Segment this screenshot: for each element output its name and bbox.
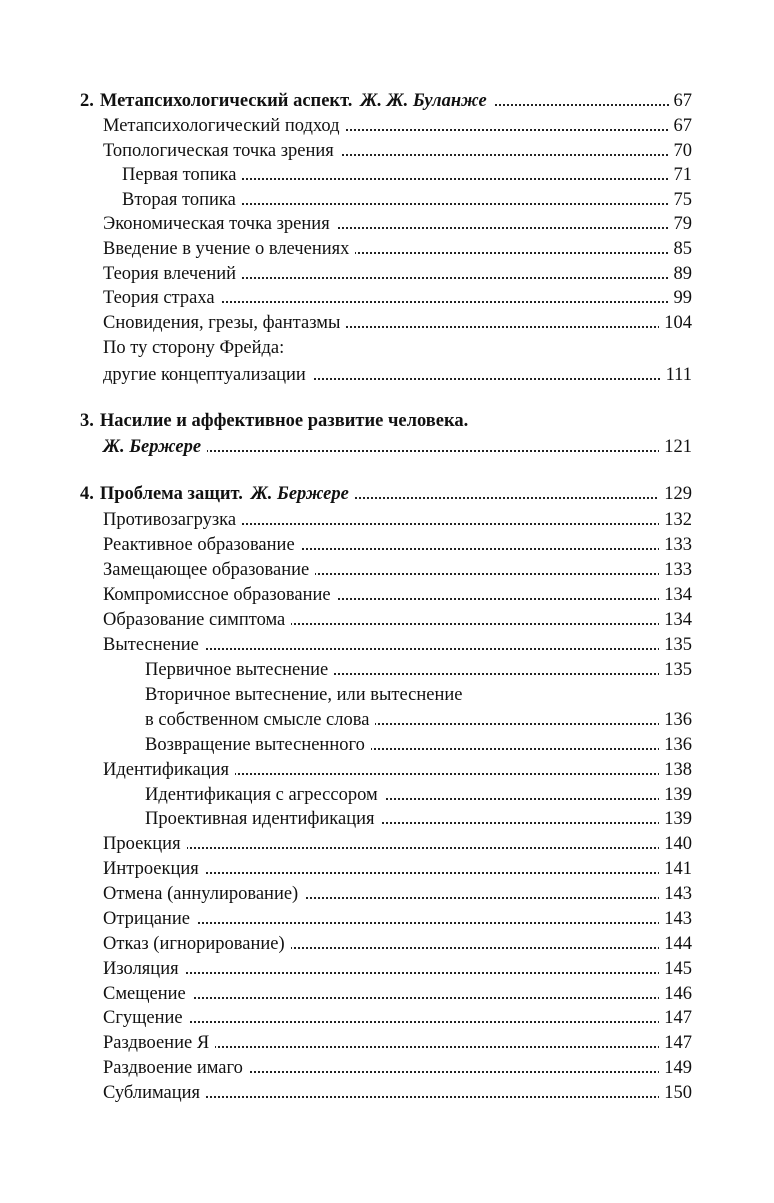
dot-leader xyxy=(103,847,692,849)
toc-entry-title xyxy=(103,1005,189,1031)
section-title: Вторая топика xyxy=(122,190,236,210)
toc-entry xyxy=(0,632,774,658)
section-title: Теория влечений xyxy=(103,264,237,284)
page-number: 146 xyxy=(659,981,692,1007)
toc-entry-title xyxy=(103,757,235,783)
toc-entry xyxy=(0,187,774,213)
toc-entry-title xyxy=(103,310,346,336)
toc-entry xyxy=(0,582,774,608)
section-title: По ту сторону Фрейда: xyxy=(103,338,285,358)
toc-entry-title xyxy=(103,1030,215,1056)
section-title: Раздвоение имаго xyxy=(103,1058,243,1078)
page-number: 143 xyxy=(659,881,692,907)
section-title: Смещение xyxy=(103,984,186,1004)
toc-entry-title xyxy=(103,261,242,287)
toc-entry xyxy=(0,1005,774,1031)
toc-chapter-entry xyxy=(0,481,774,507)
section-title: Противозагрузка xyxy=(103,510,237,530)
page-number: 134 xyxy=(659,607,692,633)
section-title: Экономическая точка зрения xyxy=(103,214,330,234)
toc-entry-title xyxy=(103,856,205,882)
section-title: Сублимация xyxy=(103,1083,201,1103)
toc-entry-title xyxy=(103,285,221,311)
page-number: 147 xyxy=(659,1030,692,1056)
page-number: 149 xyxy=(659,1055,692,1081)
chapter-author: Ж. Бержере xyxy=(103,437,202,457)
page-number: 121 xyxy=(659,434,692,460)
page-number: 79 xyxy=(669,211,693,237)
toc-entry xyxy=(0,1030,774,1056)
toc-entry xyxy=(0,981,774,1007)
section-title: в собственном смысле слова xyxy=(145,710,370,730)
page-number: 150 xyxy=(659,1080,692,1106)
page-number: 134 xyxy=(659,582,692,608)
toc-chapter-entry xyxy=(0,434,774,460)
toc-entry xyxy=(0,113,774,139)
toc-entry-title xyxy=(145,806,381,832)
section-title: Введение в учение о влечениях xyxy=(103,239,350,259)
section-title: Проективная идентификация xyxy=(145,809,375,829)
page-number: 67 xyxy=(669,113,693,139)
section-title: Интроекция xyxy=(103,859,199,879)
toc-entry-title xyxy=(103,113,346,139)
toc-entry xyxy=(0,831,774,857)
dot-leader xyxy=(103,972,692,974)
toc-entry xyxy=(0,732,774,758)
page-number: 144 xyxy=(659,931,692,957)
toc-entry-title xyxy=(103,906,196,932)
toc-entry xyxy=(0,956,774,982)
page-number: 104 xyxy=(659,310,692,336)
section-title: Изоляция xyxy=(103,959,179,979)
page-number: 143 xyxy=(659,906,692,932)
section-title: Топологическая точка зрения xyxy=(103,141,334,161)
toc-entry-title xyxy=(145,732,371,758)
page-number: 133 xyxy=(659,532,692,558)
toc-entry xyxy=(0,211,774,237)
toc-entry xyxy=(0,507,774,533)
section-title: Сновидения, грезы, фантазмы xyxy=(103,313,341,333)
page-number: 67 xyxy=(669,88,693,114)
toc-entry-title xyxy=(103,434,207,460)
toc-entry-title xyxy=(122,162,242,188)
toc-entry xyxy=(0,657,774,683)
toc-entry-title xyxy=(80,88,493,114)
page-number: 135 xyxy=(659,657,692,683)
toc-entry-title xyxy=(103,138,340,164)
page-number: 75 xyxy=(669,187,693,213)
toc-entry xyxy=(0,532,774,558)
section-title: Раздвоение Я xyxy=(103,1033,210,1053)
toc-entry xyxy=(0,261,774,287)
toc-entry-title xyxy=(103,557,315,583)
section-title: Первая топика xyxy=(122,165,237,185)
toc-entry-title xyxy=(103,507,242,533)
section-title: Компромиссное образование xyxy=(103,585,331,605)
toc-entry-title xyxy=(103,582,337,608)
toc-entry-title xyxy=(145,657,334,683)
toc-entry-title xyxy=(103,831,187,857)
chapter-number: 2. xyxy=(80,91,94,111)
toc-entry-title xyxy=(103,236,355,262)
toc-entry xyxy=(0,607,774,633)
page-number: 135 xyxy=(659,632,692,658)
toc-entry xyxy=(0,557,774,583)
toc-entry-title xyxy=(103,211,336,237)
section-title: Замещающее образование xyxy=(103,560,310,580)
section-title: Метапсихологический подход xyxy=(103,116,340,136)
chapter-author: Ж. Бержере xyxy=(250,484,349,504)
toc-entry xyxy=(0,285,774,311)
toc-entry-title xyxy=(103,1055,249,1081)
toc-entry xyxy=(0,1080,774,1106)
page-number: 141 xyxy=(659,856,692,882)
section-title: другие концептуализации xyxy=(103,365,306,385)
page-number: 71 xyxy=(669,162,693,188)
toc-entry-title xyxy=(103,607,291,633)
toc-entry xyxy=(0,806,774,832)
page-number: 138 xyxy=(659,757,692,783)
page-number: 145 xyxy=(659,956,692,982)
toc-entry xyxy=(0,310,774,336)
section-title: Идентификация xyxy=(103,760,229,780)
toc-entry xyxy=(0,362,774,388)
chapter-author: Ж. Ж. Буланже xyxy=(360,91,487,111)
section-title: Отказ (игнорирование) xyxy=(103,934,285,954)
toc-entry xyxy=(0,236,774,262)
toc-chapter-entry xyxy=(0,88,774,114)
page-number: 136 xyxy=(659,732,692,758)
section-title: Отрицание xyxy=(103,909,190,929)
toc-entry xyxy=(0,707,774,733)
toc-entry-title xyxy=(122,187,242,213)
toc-entry xyxy=(0,682,774,708)
section-title: Проекция xyxy=(103,834,181,854)
toc-chapter-entry xyxy=(0,408,774,434)
page-number: 139 xyxy=(659,806,692,832)
page-number: 99 xyxy=(669,285,693,311)
section-title: Первичное вытеснение xyxy=(145,660,329,680)
page-number: 85 xyxy=(669,236,693,262)
toc-entry-title xyxy=(103,532,301,558)
page-number: 111 xyxy=(661,362,692,388)
section-title: Отмена (аннулирование) xyxy=(103,884,299,904)
toc-entry-title xyxy=(103,362,312,388)
section-title: Теория страха xyxy=(103,288,215,308)
page-number: 70 xyxy=(669,138,693,164)
chapter-number: 3. xyxy=(80,411,94,431)
toc-entry-title xyxy=(80,408,474,434)
page-number: 139 xyxy=(659,782,692,808)
section-title: Образование симптома xyxy=(103,610,286,630)
toc-entry-title xyxy=(145,707,375,733)
toc-entry xyxy=(0,782,774,808)
page-number: 136 xyxy=(659,707,692,733)
chapter-title: Метапсихологический аспект. xyxy=(99,91,353,111)
page-number: 89 xyxy=(669,261,693,287)
toc-entry-title xyxy=(145,682,469,708)
dot-leader xyxy=(103,1021,692,1023)
chapter-title: Насилие и аффективное развитие человека. xyxy=(99,411,469,431)
page-number: 132 xyxy=(659,507,692,533)
chapter-title: Проблема защит. xyxy=(99,484,243,504)
toc-entry xyxy=(0,138,774,164)
chapter-number: 4. xyxy=(80,484,94,504)
section-title: Сгущение xyxy=(103,1008,183,1028)
toc-entry-title xyxy=(103,981,192,1007)
toc-entry xyxy=(0,757,774,783)
page-number: 140 xyxy=(659,831,692,857)
toc-entry xyxy=(0,856,774,882)
section-title: Реактивное образование xyxy=(103,535,295,555)
toc-entry-title xyxy=(103,956,185,982)
toc-entry xyxy=(0,1055,774,1081)
toc-entry-title xyxy=(103,881,304,907)
toc-entry xyxy=(0,881,774,907)
toc-entry-title xyxy=(80,481,355,507)
toc-entry xyxy=(0,162,774,188)
section-title: Вытеснение xyxy=(103,635,199,655)
page-number: 147 xyxy=(659,1005,692,1031)
section-title: Возвращение вытесненного xyxy=(145,735,365,755)
toc-entry-title xyxy=(103,632,205,658)
toc-entry-title xyxy=(103,335,290,361)
page-number: 133 xyxy=(659,557,692,583)
section-title: Вторичное вытеснение, или вытеснение xyxy=(145,685,463,705)
section-title: Идентификация с агрессором xyxy=(145,785,378,805)
toc-entry xyxy=(0,335,774,361)
page-number: 129 xyxy=(659,481,692,507)
toc-entry xyxy=(0,931,774,957)
toc-entry xyxy=(0,906,774,932)
toc-entry-title xyxy=(145,782,384,808)
toc-entry-title xyxy=(103,931,291,957)
toc-entry-title xyxy=(103,1080,206,1106)
